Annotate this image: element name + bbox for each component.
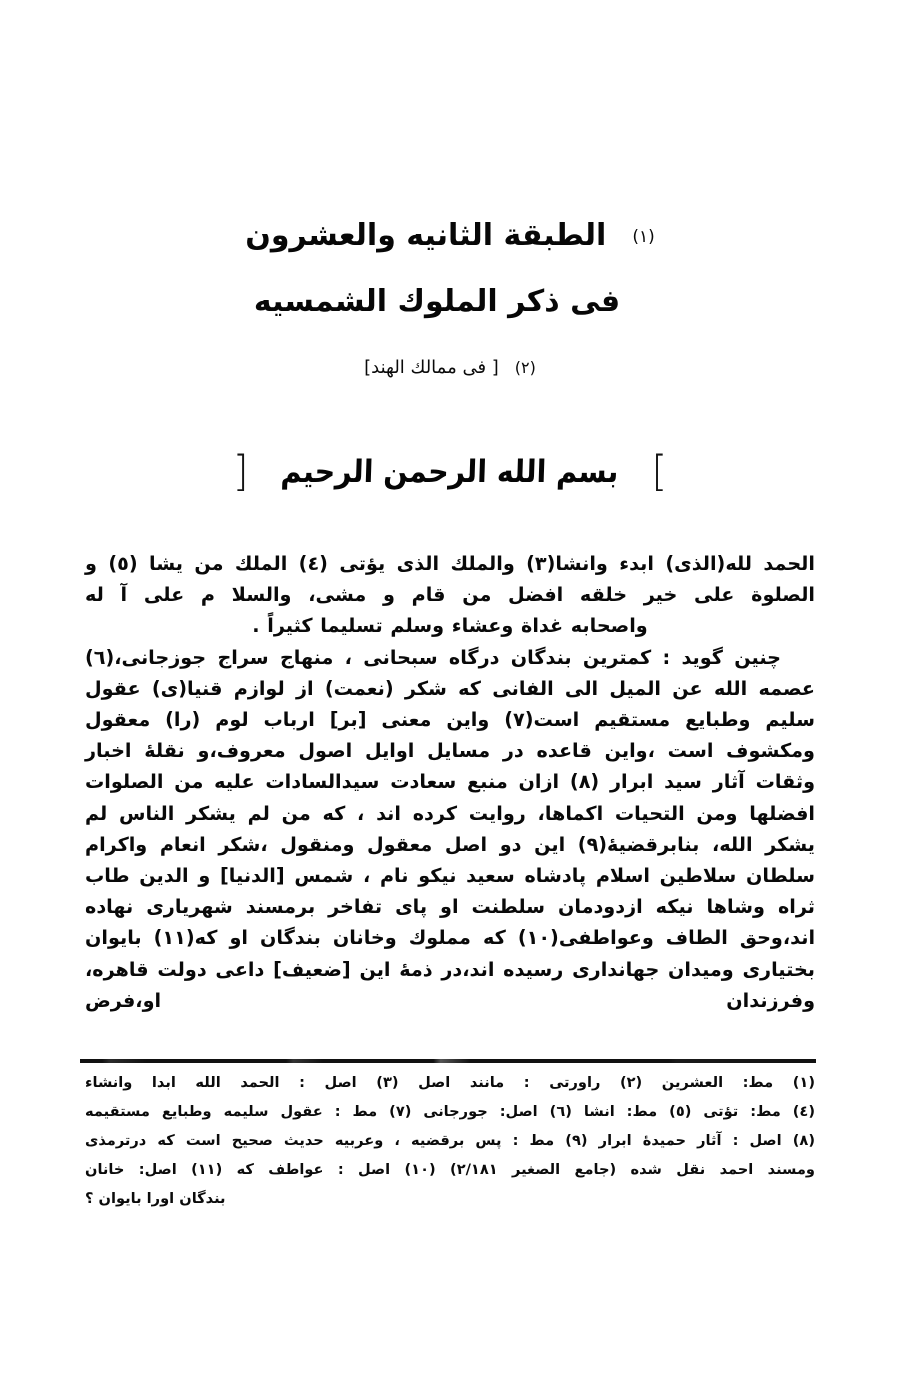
footnote-line: بندگان اورا بايوان ؟ bbox=[85, 1190, 226, 1207]
body-line: قنيا(ى) عقول سليم وطبايع مستقيم است(٧) واين معنى [بر] ارباب bbox=[85, 676, 815, 732]
footnote-line: (١) مط: العشرين (٢) راورتى : مانند اصل (٣) اصل : الحمد الله ابدا وانشاء bbox=[85, 1074, 816, 1091]
chapter-title-footnote-marker: (١) bbox=[632, 227, 655, 247]
footnotes-block bbox=[85, 1068, 815, 1213]
body-line: چنين گويد : كمترين بندگان درگاه سبحانى ، منهاج سراج bbox=[217, 645, 782, 669]
body-line: جوزجانى،(٦) عصمه الله عن الميل الى الفانى كه شكر (نعمت) از لوازم bbox=[85, 645, 816, 700]
footnote-line: (٨) اصل : آثار حميدهٔ ابرار (٩) مط : پس برقضيه ، وعربيه حديث صحيح است كه درترمذى bbox=[85, 1132, 816, 1149]
footnote-line: (٤) مط: تؤتى (٥) مط: انشا (٦) اصل: جورجانى (٧) مط : عقول سليمه وطبايع مستقيمه bbox=[85, 1103, 815, 1120]
body-line: لوم (را) معقول ومكشوف است ،واين قاعده در مسايل اوايل اصول bbox=[85, 708, 815, 763]
body-line: (٥) و الصلوة على خير خلقه افضل من قام و مشى، والسلا م على آ له bbox=[85, 552, 815, 607]
footnote-line: ومسند احمد نقل شده (جامع الصغير ٢/١٨١) (١٠) اصل : عواطف كه (١١) اصل: خانان bbox=[85, 1161, 815, 1178]
chapter-title-row bbox=[85, 214, 815, 258]
body-line: او پاى تفاخر برمسند شهريارى نهاده اند،وحق الطاف وعواطفى(١٠) bbox=[85, 895, 816, 950]
body-line: اند ، كه من لم يشكر الناس لم يشكر الله، بنابرقضيهٔ(٩) اين دو اصل معقول bbox=[85, 801, 815, 856]
body-text-block bbox=[85, 548, 815, 1016]
body-paragraph-2 bbox=[85, 642, 815, 1016]
chapter-subtitle-row bbox=[85, 357, 815, 378]
body-paragraph-1-tail bbox=[85, 610, 815, 641]
chapter-title-line-1: الطبقة الثانيه والعشرون bbox=[245, 218, 607, 253]
body-paragraph-1 bbox=[85, 548, 815, 610]
basmala-bracket-close: ] bbox=[651, 447, 668, 497]
body-line: الحمد لله(الذى) ابدء وانشا(٣) والملك الذى يؤتى (٤) الملك من يشا bbox=[149, 552, 815, 575]
basmala-calligraphy: بسم الله الرحمن الرحيم bbox=[280, 453, 620, 490]
basmala-row bbox=[0, 447, 900, 497]
page-heading-block bbox=[85, 214, 815, 378]
footnote-separator-rule bbox=[80, 1059, 816, 1063]
basmala-bracket-open: [ bbox=[232, 447, 249, 497]
chapter-title-line-2: فى ذكر الملوك الشمسيه bbox=[253, 283, 621, 319]
body-line: سيدالسادات عليه من الصلوات افضلها ومن التحيات اكماها، روايت كرده bbox=[85, 770, 815, 825]
body-line: معروف،و نقلهٔ اخبار وثقات آثار سيد ابرار (٨) ازان منبع سعادت bbox=[85, 739, 815, 794]
chapter-subtitle-text: [ فى ممالك الهند] bbox=[364, 357, 499, 378]
body-line: نام ، شمس [الدنيا] و الدين طاب ثراه وشاها نيكه ازدودمان سلطنت bbox=[85, 864, 815, 919]
chapter-subtitle-footnote-marker: (٢) bbox=[514, 358, 536, 377]
body-line: رسيده اند،در ذمهٔ اين [ضعيف] داعى دولت قاهره، وفرزندان او،فرض bbox=[85, 957, 815, 1012]
body-line: كه مملوك وخانان بندگان او كه(١١) بايوان بختيارى وميدان جهاندارى bbox=[85, 926, 816, 981]
body-line: واصحابه غداة وعشاء وسلم تسليما كثيراً . bbox=[252, 614, 648, 638]
body-line: ومنقول ،شكر انعام واكرام سلطان سلاطين اسلام پادشاه سعيد نيكو bbox=[85, 832, 815, 888]
